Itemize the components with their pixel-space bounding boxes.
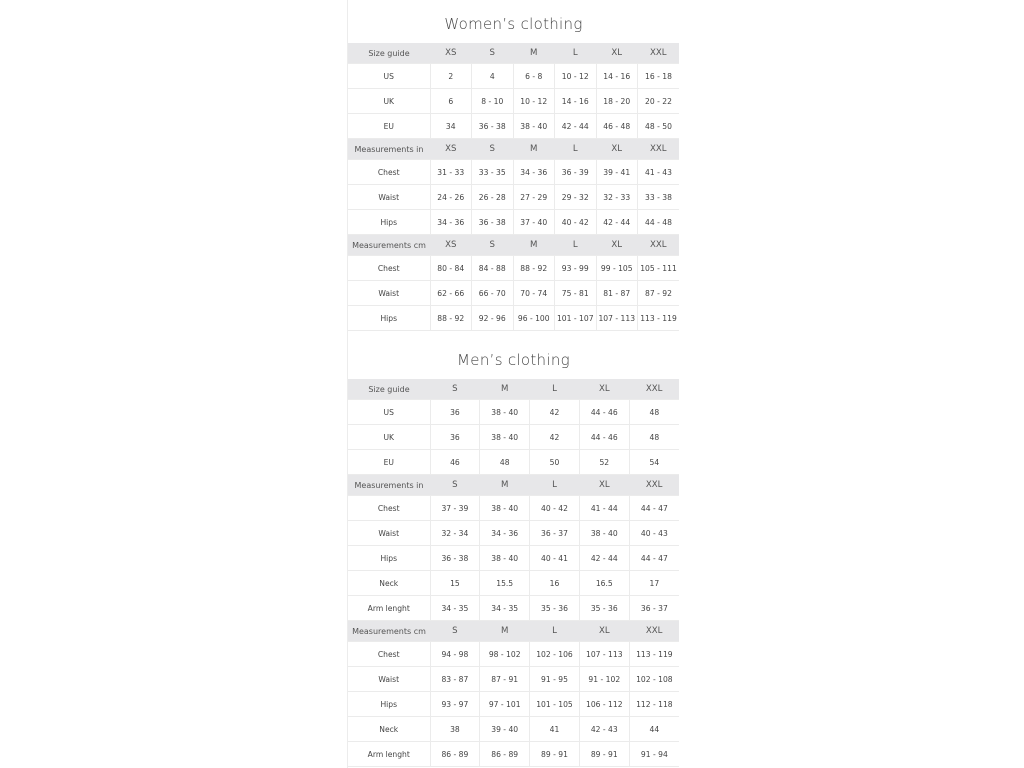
size-value-cell: 42 - 43	[579, 717, 629, 742]
size-value-cell: 36 - 39	[555, 160, 597, 185]
size-value-cell: 89 - 91	[530, 742, 580, 767]
group-header-label: Measurements in	[348, 475, 430, 496]
size-value-cell: 33 - 38	[638, 185, 680, 210]
table-row	[348, 742, 679, 767]
size-value-cell: 48	[480, 450, 530, 475]
size-value-cell: 70 - 74	[513, 281, 555, 306]
size-value-cell: 107 - 113	[596, 306, 638, 331]
size-value-cell: 44 - 46	[579, 400, 629, 425]
size-column-header: XL	[596, 235, 638, 256]
table-row	[348, 114, 679, 139]
row-label: EU	[348, 450, 430, 475]
size-value-cell: 42	[530, 425, 580, 450]
size-value-cell: 34 - 36	[480, 521, 530, 546]
size-value-cell: 4	[472, 64, 514, 89]
size-value-cell: 66 - 70	[472, 281, 514, 306]
row-label: Waist	[348, 521, 430, 546]
size-value-cell: 36	[430, 400, 480, 425]
size-value-cell: 37 - 40	[513, 210, 555, 235]
table-row	[348, 496, 679, 521]
row-label: Chest	[348, 496, 430, 521]
size-value-cell: 42 - 44	[596, 210, 638, 235]
size-value-cell: 41 - 44	[579, 496, 629, 521]
men-group-header-measurements-cm	[348, 621, 679, 642]
size-value-cell: 75 - 81	[555, 281, 597, 306]
size-value-cell: 36 - 38	[472, 114, 514, 139]
size-value-cell: 15.5	[480, 571, 530, 596]
row-label: Hips	[348, 306, 430, 331]
size-value-cell: 102 - 108	[629, 667, 679, 692]
table-row	[348, 89, 679, 114]
size-value-cell: 36	[430, 425, 480, 450]
size-column-header: M	[480, 475, 530, 496]
size-value-cell: 41 - 43	[638, 160, 680, 185]
size-value-cell: 38 - 40	[480, 546, 530, 571]
size-value-cell: 48	[629, 400, 679, 425]
size-value-cell: 39 - 40	[480, 717, 530, 742]
size-value-cell: 44 - 47	[629, 546, 679, 571]
size-value-cell: 16	[530, 571, 580, 596]
size-value-cell: 39 - 41	[596, 160, 638, 185]
group-header-label: Size guide	[348, 43, 430, 64]
size-value-cell: 88 - 92	[430, 306, 472, 331]
size-column-header: XS	[430, 139, 472, 160]
size-value-cell: 40 - 41	[530, 546, 580, 571]
size-value-cell: 91 - 102	[579, 667, 629, 692]
row-label: US	[348, 64, 430, 89]
size-value-cell: 40 - 43	[629, 521, 679, 546]
size-value-cell: 17	[629, 571, 679, 596]
size-column-header: XXL	[638, 139, 680, 160]
men-size-table	[348, 379, 679, 767]
size-value-cell: 86 - 89	[480, 742, 530, 767]
row-label: Hips	[348, 210, 430, 235]
size-value-cell: 6 - 8	[513, 64, 555, 89]
size-column-header: M	[480, 379, 530, 400]
table-row	[348, 64, 679, 89]
size-value-cell: 52	[579, 450, 629, 475]
size-value-cell: 44 - 46	[579, 425, 629, 450]
row-label: Chest	[348, 160, 430, 185]
size-value-cell: 62 - 66	[430, 281, 472, 306]
size-value-cell: 10 - 12	[555, 64, 597, 89]
size-value-cell: 46	[430, 450, 480, 475]
size-column-header: XXL	[638, 43, 680, 64]
size-value-cell: 34 - 35	[430, 596, 480, 621]
row-label: Hips	[348, 546, 430, 571]
size-value-cell: 16.5	[579, 571, 629, 596]
size-value-cell: 35 - 36	[530, 596, 580, 621]
size-column-header: S	[430, 379, 480, 400]
size-value-cell: 40 - 42	[530, 496, 580, 521]
row-label: Arm lenght	[348, 742, 430, 767]
size-value-cell: 24 - 26	[430, 185, 472, 210]
row-label: Waist	[348, 281, 430, 306]
size-value-cell: 102 - 106	[530, 642, 580, 667]
row-label: UK	[348, 89, 430, 114]
size-value-cell: 38 - 40	[480, 400, 530, 425]
size-value-cell: 89 - 91	[579, 742, 629, 767]
size-value-cell: 26 - 28	[472, 185, 514, 210]
size-value-cell: 42	[530, 400, 580, 425]
size-value-cell: 112 - 118	[629, 692, 679, 717]
size-column-header: L	[530, 475, 580, 496]
row-label: Hips	[348, 692, 430, 717]
size-value-cell: 48	[629, 425, 679, 450]
size-value-cell: 34 - 36	[430, 210, 472, 235]
table-row	[348, 596, 679, 621]
size-column-header: S	[472, 235, 514, 256]
size-column-header: XXL	[629, 621, 679, 642]
size-value-cell: 36 - 38	[472, 210, 514, 235]
row-label: EU	[348, 114, 430, 139]
size-column-header: M	[480, 621, 530, 642]
size-value-cell: 54	[629, 450, 679, 475]
size-value-cell: 38 - 40	[480, 496, 530, 521]
table-row	[348, 210, 679, 235]
size-value-cell: 8 - 10	[472, 89, 514, 114]
size-column-header: L	[530, 621, 580, 642]
size-value-cell: 83 - 87	[430, 667, 480, 692]
size-value-cell: 27 - 29	[513, 185, 555, 210]
table-row	[348, 692, 679, 717]
women-group-header-size-guide	[348, 43, 679, 64]
size-column-header: XXL	[629, 379, 679, 400]
size-value-cell: 46 - 48	[596, 114, 638, 139]
row-label: US	[348, 400, 430, 425]
size-value-cell: 42 - 44	[579, 546, 629, 571]
size-value-cell: 41	[530, 717, 580, 742]
size-value-cell: 50	[530, 450, 580, 475]
size-column-header: XXL	[638, 235, 680, 256]
size-value-cell: 80 - 84	[430, 256, 472, 281]
size-column-header: S	[472, 43, 514, 64]
size-value-cell: 106 - 112	[579, 692, 629, 717]
size-value-cell: 38 - 40	[579, 521, 629, 546]
table-row	[348, 306, 679, 331]
size-column-header: M	[513, 235, 555, 256]
size-value-cell: 91 - 94	[629, 742, 679, 767]
size-value-cell: 105 - 111	[638, 256, 680, 281]
table-row	[348, 642, 679, 667]
size-value-cell: 88 - 92	[513, 256, 555, 281]
size-column-header: XL	[596, 139, 638, 160]
table-row	[348, 425, 679, 450]
size-value-cell: 38 - 40	[480, 425, 530, 450]
size-value-cell: 44	[629, 717, 679, 742]
size-value-cell: 31 - 33	[430, 160, 472, 185]
size-value-cell: 87 - 92	[638, 281, 680, 306]
men-clothing-title: Men’s clothing	[457, 351, 570, 369]
row-label: Chest	[348, 642, 430, 667]
size-value-cell: 44 - 47	[629, 496, 679, 521]
size-value-cell: 87 - 91	[480, 667, 530, 692]
size-value-cell: 6	[430, 89, 472, 114]
size-value-cell: 34 - 36	[513, 160, 555, 185]
row-label: Waist	[348, 667, 430, 692]
size-column-header: XS	[430, 43, 472, 64]
size-value-cell: 34 - 35	[480, 596, 530, 621]
size-column-header: M	[513, 139, 555, 160]
size-guide-panel	[347, 0, 679, 768]
size-value-cell: 10 - 12	[513, 89, 555, 114]
size-value-cell: 36 - 37	[530, 521, 580, 546]
size-column-header: M	[513, 43, 555, 64]
size-value-cell: 93 - 99	[555, 256, 597, 281]
size-value-cell: 94 - 98	[430, 642, 480, 667]
size-value-cell: 38 - 40	[513, 114, 555, 139]
size-column-header: XL	[579, 475, 629, 496]
women-group-header-measurements-cm	[348, 235, 679, 256]
row-label: UK	[348, 425, 430, 450]
women-size-table	[348, 43, 679, 331]
table-row	[348, 185, 679, 210]
size-value-cell: 32 - 34	[430, 521, 480, 546]
row-label: Neck	[348, 571, 430, 596]
size-value-cell: 33 - 35	[472, 160, 514, 185]
size-column-header: XL	[596, 43, 638, 64]
size-column-header: XS	[430, 235, 472, 256]
size-value-cell: 44 - 48	[638, 210, 680, 235]
table-row	[348, 400, 679, 425]
size-value-cell: 14 - 16	[596, 64, 638, 89]
size-value-cell: 15	[430, 571, 480, 596]
size-value-cell: 38	[430, 717, 480, 742]
women-group-header-measurements-in	[348, 139, 679, 160]
size-value-cell: 16 - 18	[638, 64, 680, 89]
size-value-cell: 96 - 100	[513, 306, 555, 331]
group-header-label: Size guide	[348, 379, 430, 400]
group-header-label: Measurements in	[348, 139, 430, 160]
size-value-cell: 2	[430, 64, 472, 89]
size-value-cell: 48 - 50	[638, 114, 680, 139]
size-value-cell: 91 - 95	[530, 667, 580, 692]
size-value-cell: 113 - 119	[638, 306, 680, 331]
size-value-cell: 107 - 113	[579, 642, 629, 667]
table-row	[348, 546, 679, 571]
size-column-header: XL	[579, 621, 629, 642]
size-value-cell: 84 - 88	[472, 256, 514, 281]
women-clothing-title: Women’s clothing	[444, 15, 583, 33]
size-column-header: L	[530, 379, 580, 400]
size-value-cell: 92 - 96	[472, 306, 514, 331]
table-row	[348, 667, 679, 692]
table-row	[348, 160, 679, 185]
size-value-cell: 20 - 22	[638, 89, 680, 114]
size-column-header: S	[430, 621, 480, 642]
size-value-cell: 35 - 36	[579, 596, 629, 621]
size-column-header: XXL	[629, 475, 679, 496]
size-value-cell: 113 - 119	[629, 642, 679, 667]
size-value-cell: 40 - 42	[555, 210, 597, 235]
size-value-cell: 34	[430, 114, 472, 139]
size-value-cell: 99 - 105	[596, 256, 638, 281]
size-value-cell: 14 - 16	[555, 89, 597, 114]
size-value-cell: 101 - 105	[530, 692, 580, 717]
size-value-cell: 101 - 107	[555, 306, 597, 331]
size-column-header: L	[555, 43, 597, 64]
size-value-cell: 18 - 20	[596, 89, 638, 114]
row-label: Neck	[348, 717, 430, 742]
table-row	[348, 717, 679, 742]
size-value-cell: 36 - 38	[430, 546, 480, 571]
table-row	[348, 450, 679, 475]
row-label: Waist	[348, 185, 430, 210]
size-value-cell: 81 - 87	[596, 281, 638, 306]
size-value-cell: 42 - 44	[555, 114, 597, 139]
size-value-cell: 36 - 37	[629, 596, 679, 621]
table-row	[348, 521, 679, 546]
size-value-cell: 97 - 101	[480, 692, 530, 717]
size-column-header: L	[555, 139, 597, 160]
size-column-header: S	[430, 475, 480, 496]
size-value-cell: 32 - 33	[596, 185, 638, 210]
size-value-cell: 37 - 39	[430, 496, 480, 521]
size-value-cell: 86 - 89	[430, 742, 480, 767]
row-label: Chest	[348, 256, 430, 281]
table-row	[348, 281, 679, 306]
row-label: Arm lenght	[348, 596, 430, 621]
men-group-header-measurements-in	[348, 475, 679, 496]
table-row	[348, 256, 679, 281]
size-column-header: L	[555, 235, 597, 256]
size-value-cell: 98 - 102	[480, 642, 530, 667]
size-column-header: S	[472, 139, 514, 160]
group-header-label: Measurements cm	[348, 235, 430, 256]
group-header-label: Measurements cm	[348, 621, 430, 642]
table-row	[348, 571, 679, 596]
size-column-header: XL	[579, 379, 629, 400]
size-value-cell: 29 - 32	[555, 185, 597, 210]
men-group-header-size-guide	[348, 379, 679, 400]
size-value-cell: 93 - 97	[430, 692, 480, 717]
